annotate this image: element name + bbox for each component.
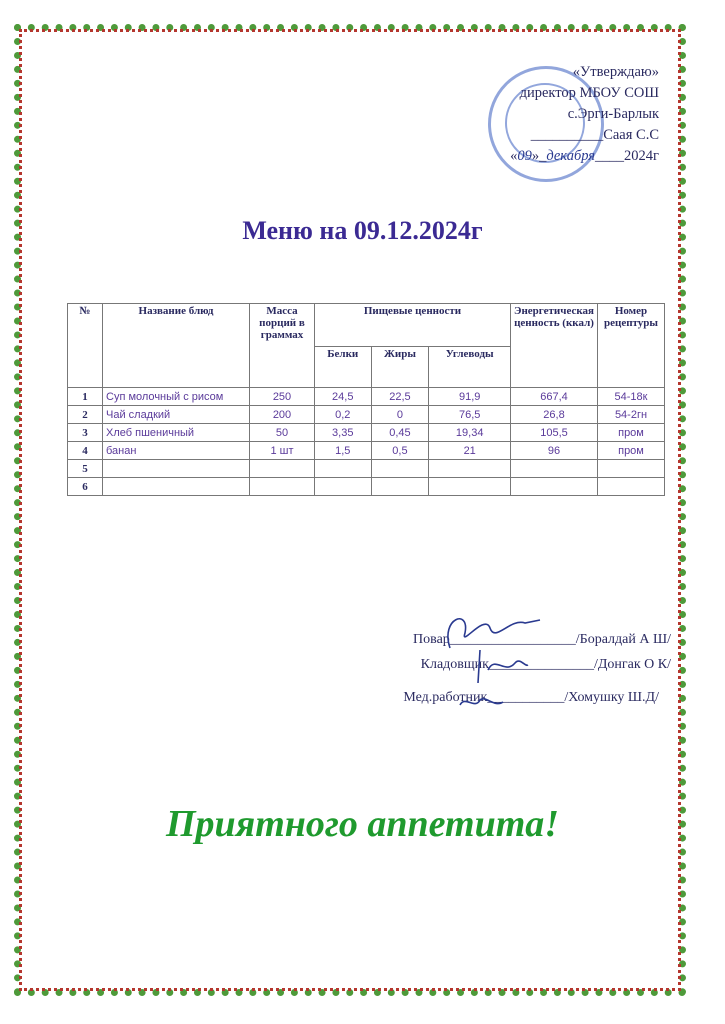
cell-f: 0,5: [371, 442, 429, 460]
table-row: [68, 406, 665, 424]
header-recipe: Номер рецептуры: [598, 304, 665, 388]
medic-handwritten-signature: [455, 690, 505, 714]
cell-mass: 200: [250, 406, 315, 424]
cell-mass: 250: [250, 388, 315, 406]
cell-name: Суп молочный с рисом: [103, 388, 250, 406]
date-quote-open: «: [510, 148, 518, 164]
cell-f: 22,5: [371, 388, 429, 406]
closing-message: Приятного аппетита!: [165, 803, 560, 845]
cell-p: [315, 478, 372, 496]
cell-r: [598, 460, 665, 478]
header-nutrition: Пищевые ценности: [315, 304, 511, 347]
cell-name: Чай сладкий: [103, 406, 250, 424]
cell-f: [371, 478, 429, 496]
cell-mass: [250, 478, 315, 496]
cell-name: [103, 460, 250, 478]
table-row: [68, 388, 665, 406]
cell-name: банан: [103, 442, 250, 460]
cell-r: 54-18к: [598, 388, 665, 406]
cell-name: Хлеб пшеничный: [103, 424, 250, 442]
cell-r: пром: [598, 442, 665, 460]
cell-c: [429, 478, 511, 496]
cell-n: 1: [68, 388, 103, 406]
director-name: Саая С.С: [603, 127, 659, 143]
cell-p: 24,5: [315, 388, 372, 406]
approval-block: [399, 62, 659, 167]
approval-date: «09»_декабря____2024г: [510, 148, 659, 164]
cell-c: [429, 460, 511, 478]
cell-e: 105,5: [511, 424, 598, 442]
header-fat: Жиры: [371, 347, 429, 388]
cell-n: 5: [68, 460, 103, 478]
table-row: [68, 442, 665, 460]
cell-p: 0,2: [315, 406, 372, 424]
signature-medic: Мед.работник___________/Хомушку Ш.Д/: [403, 690, 659, 705]
date-quote-close: »: [531, 148, 540, 164]
cell-r: пром: [598, 424, 665, 442]
cell-mass: 50: [250, 424, 315, 442]
cell-c: 91,9: [429, 388, 511, 406]
decorative-border-red: [19, 29, 681, 991]
cell-p: [315, 460, 372, 478]
header-mass: Масса порций в граммах: [250, 304, 315, 388]
menu-table: [67, 303, 665, 496]
approval-line-1: «Утверждаю»: [572, 64, 659, 80]
cell-c: 76,5: [429, 406, 511, 424]
cell-f: 0: [371, 406, 429, 424]
header-protein: Белки: [315, 347, 372, 388]
cell-name: [103, 478, 250, 496]
cell-e: 26,8: [511, 406, 598, 424]
cell-mass: 1 шт: [250, 442, 315, 460]
cell-f: 0,45: [371, 424, 429, 442]
page-title: Меню на 09.12.2024г: [242, 216, 483, 245]
cell-p: 3,35: [315, 424, 372, 442]
storekeeper-handwritten-signature: [470, 645, 530, 685]
approval-line-3: с.Эрги-Барлык: [567, 106, 659, 122]
cell-e: [511, 478, 598, 496]
menu-table-body: [68, 388, 665, 496]
approval-line-4: __________Саая С.С: [530, 127, 659, 143]
signature-storekeeper: Кладовщик_______________/Донгак О К/: [420, 657, 671, 672]
cell-r: [598, 478, 665, 496]
cell-c: 19,34: [429, 424, 511, 442]
cell-e: [511, 460, 598, 478]
date-day: 09: [517, 148, 532, 164]
header-carbs: Углеводы: [429, 347, 511, 388]
cell-e: 667,4: [511, 388, 598, 406]
cell-p: 1,5: [315, 442, 372, 460]
signature-cook: Повар__________________/Боралдай А Ш/: [413, 632, 671, 647]
cell-mass: [250, 460, 315, 478]
approval-line-2: директор МБОУ СОШ: [519, 85, 659, 101]
cell-e: 96: [511, 442, 598, 460]
cell-f: [371, 460, 429, 478]
header-num: №: [68, 304, 103, 388]
cell-r: 54-2гн: [598, 406, 665, 424]
cell-n: 3: [68, 424, 103, 442]
cell-n: 6: [68, 478, 103, 496]
table-row: [68, 460, 665, 478]
header-energy: Энергетическая ценность (ккал): [511, 304, 598, 388]
cell-c: 21: [429, 442, 511, 460]
table-row: [68, 424, 665, 442]
cell-n: 2: [68, 406, 103, 424]
header-name: Название блюд: [103, 304, 250, 388]
date-year: 2024г: [624, 148, 659, 164]
cell-n: 4: [68, 442, 103, 460]
table-row: [68, 478, 665, 496]
date-month: декабря: [546, 148, 596, 164]
